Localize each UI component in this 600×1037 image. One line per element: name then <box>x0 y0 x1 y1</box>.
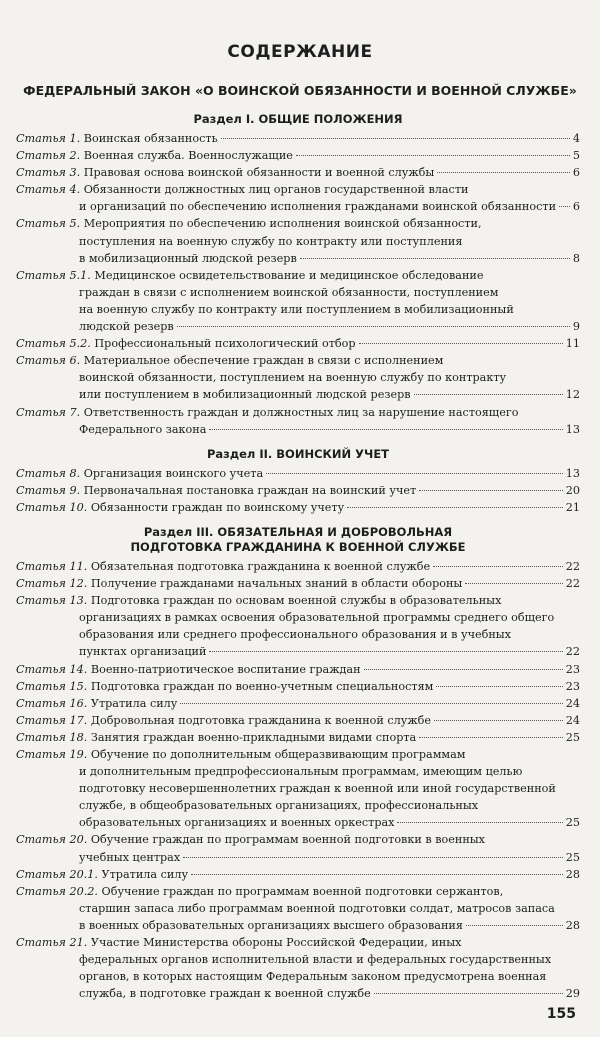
toc-entry[interactable] <box>16 482 580 499</box>
article-title-line: людской резерв <box>79 320 174 334</box>
article-title-line: Обязательная подготовка гражданина к военной службе <box>90 559 431 573</box>
page-ref: 5 <box>572 149 580 163</box>
article-title-line: Ответственность граждан и должностных лиц за нарушение настоящего <box>83 405 519 419</box>
toc-entry-line <box>16 233 580 250</box>
article-label: Статья 1. <box>16 132 81 145</box>
dot-leader <box>419 490 563 491</box>
article-title-line: Занятия граждан военно-прикладными видами спорта <box>90 730 417 744</box>
toc-entry-text <box>16 499 344 516</box>
article-label: Статья 7. <box>16 405 81 419</box>
page-ref: 6 <box>572 200 580 214</box>
toc-entry-line <box>16 482 580 499</box>
toc-entry-line <box>16 465 580 482</box>
toc-entry-line <box>16 780 580 797</box>
toc-entry[interactable] <box>16 575 580 592</box>
dot-leader <box>364 669 563 670</box>
toc-entry[interactable] <box>16 883 580 934</box>
toc-entry-line <box>16 661 580 678</box>
article-title-line: старшин запаса либо программам военной подготовки солдат, матросов запаса <box>79 901 555 915</box>
toc-entry-line <box>16 352 580 369</box>
toc-entry-line <box>16 558 580 575</box>
toc-entry-text <box>16 465 263 482</box>
page-ref: 22 <box>565 577 580 591</box>
toc-entry-line <box>16 729 580 746</box>
article-title-line: Добровольная подготовка гражданина к военной службе <box>90 713 432 727</box>
article-label: Статья 14. <box>16 662 88 676</box>
article-label: Статья 17. <box>16 713 88 727</box>
dot-leader <box>300 258 570 259</box>
page-ref: 13 <box>565 466 580 480</box>
article-title-line: Обучение по дополнительным общеразвивающим программам <box>90 748 466 761</box>
dot-leader <box>221 138 570 139</box>
article-label: Статья 6. <box>16 354 81 368</box>
dot-leader <box>374 993 563 994</box>
article-label: Статья 2. <box>16 149 81 163</box>
toc-entry-text <box>16 558 430 575</box>
article-label: Статья 8. <box>16 466 81 480</box>
section-heading <box>16 112 580 127</box>
toc-entry-text <box>16 482 416 499</box>
toc-entry-line <box>16 951 580 968</box>
toc-entry-line <box>16 883 580 900</box>
toc-entry-line <box>16 849 580 866</box>
article-label: Статья 16. <box>16 696 88 710</box>
article-title-line: Утратила силу <box>101 867 189 881</box>
toc-entry-line <box>16 866 580 883</box>
toc-entry-line <box>16 592 580 609</box>
article-label: Статья 10. <box>16 500 88 514</box>
article-title-line: граждан в связи с исполнением воинской обязанности, поступлением <box>79 285 499 299</box>
toc-entry-text <box>16 643 206 660</box>
section-heading <box>16 447 580 462</box>
toc-entry-text <box>16 335 356 352</box>
toc-entry-line <box>16 386 580 403</box>
page-ref: 11 <box>565 337 580 351</box>
toc-entry-line <box>16 678 580 695</box>
article-title-line: Федерального закона <box>79 422 207 436</box>
toc-entry[interactable] <box>16 352 580 403</box>
toc-entry[interactable] <box>16 147 580 164</box>
dot-leader <box>414 394 563 395</box>
toc-entry-line <box>16 301 580 318</box>
dot-leader <box>209 429 562 430</box>
article-title-line: образования или среднего профессионального образования и в учебных <box>79 628 512 642</box>
page-ref: 6 <box>572 166 580 180</box>
toc-entry-text <box>16 130 218 147</box>
law-title: ФЕДЕРАЛЬНЫЙ ЗАКОН «О ВОИНСКОЙ ОБЯЗАННОСТИ И ВОЕННОЙ СЛУЖБЕ» <box>23 83 577 98</box>
page-ref: 25 <box>565 730 580 744</box>
page-title: СОДЕРЖАНИЕ <box>227 42 373 62</box>
toc-entry-text <box>16 866 188 883</box>
toc-entry-text <box>16 985 371 1002</box>
article-title-line: и дополнительным предпрофессиональным программам, имеющим целью <box>79 765 523 779</box>
toc-entry-text <box>16 695 177 712</box>
dot-leader <box>266 473 563 474</box>
dot-leader <box>183 857 563 858</box>
toc-entry-line <box>16 609 580 626</box>
article-title-line: Мероприятия по обеспечению исполнения воинской обязанности, <box>83 217 482 231</box>
article-title-line: Обязанности должностных лиц органов государственной власти <box>83 183 469 197</box>
toc-entry-text <box>16 386 411 403</box>
toc-entry-line <box>16 198 580 215</box>
page-ref: 24 <box>565 696 580 710</box>
toc-entry-line <box>16 746 580 763</box>
page-ref: 8 <box>572 251 580 265</box>
article-title-line: организациях в рамках освоения образовательной программы среднего общего <box>79 611 555 625</box>
toc-entry[interactable] <box>16 215 580 266</box>
toc-entry[interactable] <box>16 267 580 335</box>
page-ref: 29 <box>565 987 580 1001</box>
toc-entry-line <box>16 626 580 643</box>
article-title-line: Военно-патриотическое воспитание граждан <box>90 662 361 676</box>
article-title-line: Подготовка граждан по военно-учетным специальностям <box>90 679 434 693</box>
toc-entry-line <box>16 763 580 780</box>
dot-leader <box>466 925 563 926</box>
section-heading-line: Раздел II. ВОИНСКИЙ УЧЕТ <box>206 446 390 461</box>
toc-entry-text <box>16 661 361 678</box>
article-title-line: и организаций по обеспечению исполнения гражданами воинской обязанности <box>79 200 557 214</box>
toc-entry-line <box>16 900 580 917</box>
article-label: Статья 12. <box>16 577 88 591</box>
toc-entry-text <box>16 318 174 335</box>
toc-entry-line <box>16 695 580 712</box>
article-title-line: Утратила силу <box>90 696 178 710</box>
toc-entry-text <box>16 814 394 831</box>
toc-entry-text <box>16 147 293 164</box>
toc-entry[interactable] <box>16 181 580 215</box>
article-label: Статья 5.1. <box>16 268 91 282</box>
toc-entry[interactable] <box>16 558 580 575</box>
page-ref: 24 <box>565 713 580 727</box>
article-label: Статья 9. <box>16 483 81 497</box>
toc-entry-line <box>16 968 580 985</box>
article-title-line: Обязанности граждан по воинскому учету <box>90 500 345 514</box>
article-label: Статья 13. <box>16 594 88 608</box>
article-title-line: Правовая основа воинской обязанности и военной службы <box>83 166 435 180</box>
table-of-contents <box>16 112 580 1002</box>
article-title-line: федеральных органов исполнительной власти и федеральных государственных <box>79 953 552 967</box>
toc-entry-line <box>16 797 580 814</box>
page-number: 155 <box>546 1006 576 1022</box>
toc-entry[interactable] <box>16 592 580 660</box>
toc-entry-line <box>16 575 580 592</box>
page-ref: 28 <box>565 918 580 932</box>
toc-entry[interactable] <box>16 934 580 1002</box>
toc-entry-line <box>16 934 580 951</box>
dot-leader <box>433 566 563 567</box>
article-title-line: Первоначальная постановка граждан на воинский учет <box>83 483 417 497</box>
dot-leader <box>177 326 570 327</box>
toc-entry[interactable] <box>16 746 580 831</box>
page-ref: 21 <box>565 500 580 514</box>
page-ref: 23 <box>565 679 580 693</box>
toc-entry-line <box>16 181 580 198</box>
toc-entry-text <box>16 712 431 729</box>
toc-entry-line <box>16 404 580 421</box>
dot-leader <box>397 822 562 823</box>
toc-entry[interactable] <box>16 678 580 695</box>
dot-leader <box>465 583 562 584</box>
toc-entry[interactable] <box>16 831 580 865</box>
article-label: Статья 21. <box>16 936 88 950</box>
toc-entry-line <box>16 335 580 352</box>
article-label: Статья 4. <box>16 183 81 197</box>
dot-leader <box>191 874 563 875</box>
article-title-line: Военная служба. Военнослужащие <box>83 149 293 163</box>
article-label: Статья 15. <box>16 679 88 693</box>
page-ref: 4 <box>572 132 580 145</box>
toc-entry[interactable] <box>16 729 580 746</box>
article-label: Статья 19. <box>16 748 88 761</box>
dot-leader <box>419 737 563 738</box>
article-title-line: пунктах организаций <box>79 645 207 659</box>
section-heading <box>16 525 580 555</box>
article-label: Статья 3. <box>16 166 81 180</box>
dot-leader <box>359 343 563 344</box>
dot-leader <box>437 172 570 173</box>
article-label: Статья 20.1. <box>16 867 98 881</box>
toc-entry-line <box>16 147 580 164</box>
toc-entry-line <box>16 814 580 831</box>
article-title-line: Материальное обеспечение граждан в связи с исполнением <box>83 354 444 368</box>
page-ref: 9 <box>572 320 580 334</box>
toc-entry-text <box>16 849 180 866</box>
article-title-line: на военную службу по контракту или поступлением в мобилизационный <box>79 302 514 316</box>
article-label: Статья 20.2. <box>16 884 98 898</box>
toc-entry-text <box>16 678 433 695</box>
toc-entry[interactable] <box>16 335 580 352</box>
article-title-line: Обучение граждан по программам военной подготовки сержантов, <box>101 884 504 898</box>
toc-entry-line <box>16 499 580 516</box>
toc-entry-text <box>16 250 297 267</box>
toc-entry-line <box>16 369 580 386</box>
article-label: Статья 20. <box>16 833 88 847</box>
toc-entry-line <box>16 215 580 232</box>
toc-entry-line <box>16 985 580 1002</box>
article-label: Статья 5.2. <box>16 337 91 351</box>
page-ref: 12 <box>565 388 580 402</box>
page-ref: 22 <box>565 645 580 659</box>
section-heading-line: Раздел III. ОБЯЗАТЕЛЬНАЯ И ДОБРОВОЛЬНАЯ <box>143 524 453 539</box>
dot-leader <box>559 206 570 207</box>
toc-entry-text <box>16 164 434 181</box>
toc-entry[interactable] <box>16 695 580 712</box>
article-title-line: Получение гражданами начальных знаний в области обороны <box>90 577 463 591</box>
toc-entry-line <box>16 250 580 267</box>
page-ref: 28 <box>565 867 580 881</box>
article-title-line: органов, в которых настоящим Федеральным законом предусмотрена военная <box>79 970 547 984</box>
article-title-line: Воинская обязанность <box>83 132 218 145</box>
page-ref: 13 <box>565 422 580 436</box>
toc-entry-line <box>16 284 580 301</box>
section-heading-line: ПОДГОТОВКА ГРАЖДАНИНА К ВОЕННОЙ СЛУЖБЕ <box>130 539 466 554</box>
article-title-line: образовательных организациях и военных оркестрах <box>79 816 395 830</box>
toc-entry[interactable] <box>16 465 580 482</box>
article-title-line: Участие Министерства обороны Российской Федерации, иных <box>90 936 462 950</box>
toc-entry-line <box>16 130 580 147</box>
article-title-line: Медицинское освидетельствование и медицинское обследование <box>94 268 484 282</box>
article-title-line: Профессиональный психологический отбор <box>94 337 356 351</box>
toc-entry[interactable] <box>16 712 580 729</box>
toc-entry[interactable] <box>16 866 580 883</box>
toc-entry-text <box>16 421 206 438</box>
toc-entry-text <box>16 917 463 934</box>
page-ref: 22 <box>565 559 580 573</box>
article-title-line: Организация воинского учета <box>83 466 264 480</box>
toc-entry-line <box>16 421 580 438</box>
article-title-line: службе, в общеобразовательных организациях, профессиональных <box>79 799 479 813</box>
article-label: Статья 5. <box>16 217 81 231</box>
toc-entry[interactable] <box>16 404 580 438</box>
page-ref: 20 <box>565 483 580 497</box>
article-title-line: в военных образовательных организациях высшего образования <box>79 918 463 932</box>
dot-leader <box>347 507 563 508</box>
toc-entry-line <box>16 164 580 181</box>
toc-entry-text <box>16 729 416 746</box>
toc-entry-line <box>16 267 580 284</box>
page-ref: 25 <box>565 850 580 864</box>
dot-leader <box>180 703 562 704</box>
section-heading-line: Раздел I. ОБЩИЕ ПОЛОЖЕНИЯ <box>193 112 403 126</box>
article-title-line: или поступлением в мобилизационный людской резерв <box>79 388 411 402</box>
article-title-line: подготовку несовершеннолетних граждан к военной или иной государственной <box>79 782 556 796</box>
page-ref: 25 <box>565 816 580 830</box>
dot-leader <box>296 155 570 156</box>
toc-entry-text <box>16 198 556 215</box>
article-label: Статья 18. <box>16 730 88 744</box>
dot-leader <box>436 686 562 687</box>
article-title-line: Подготовка граждан по основам военной службы в образовательных <box>90 594 502 608</box>
toc-entry-line <box>16 712 580 729</box>
toc-entry-text <box>16 575 462 592</box>
toc-entry[interactable] <box>16 130 580 147</box>
article-title-line: служба, в подготовке граждан к военной службе <box>79 987 371 1001</box>
article-title-line: воинской обязанности, поступлением на военную службу по контракту <box>79 371 507 385</box>
toc-entry[interactable] <box>16 499 580 516</box>
toc-entry[interactable] <box>16 164 580 181</box>
article-title-line: поступления на военную службу по контракту или поступления <box>79 234 463 248</box>
article-title-line: Обучение граждан по программам военной подготовки в военных <box>90 833 485 847</box>
toc-entry-line <box>16 643 580 660</box>
toc-entry-line <box>16 917 580 934</box>
dot-leader <box>434 720 563 721</box>
toc-entry-line <box>16 831 580 848</box>
dot-leader <box>209 651 562 652</box>
toc-entry-line <box>16 318 580 335</box>
article-label: Статья 11. <box>16 559 88 573</box>
toc-entry[interactable] <box>16 661 580 678</box>
page-ref: 23 <box>565 662 580 676</box>
article-title-line: учебных центрах <box>79 850 181 864</box>
article-title-line: в мобилизационный людской резерв <box>79 251 297 265</box>
